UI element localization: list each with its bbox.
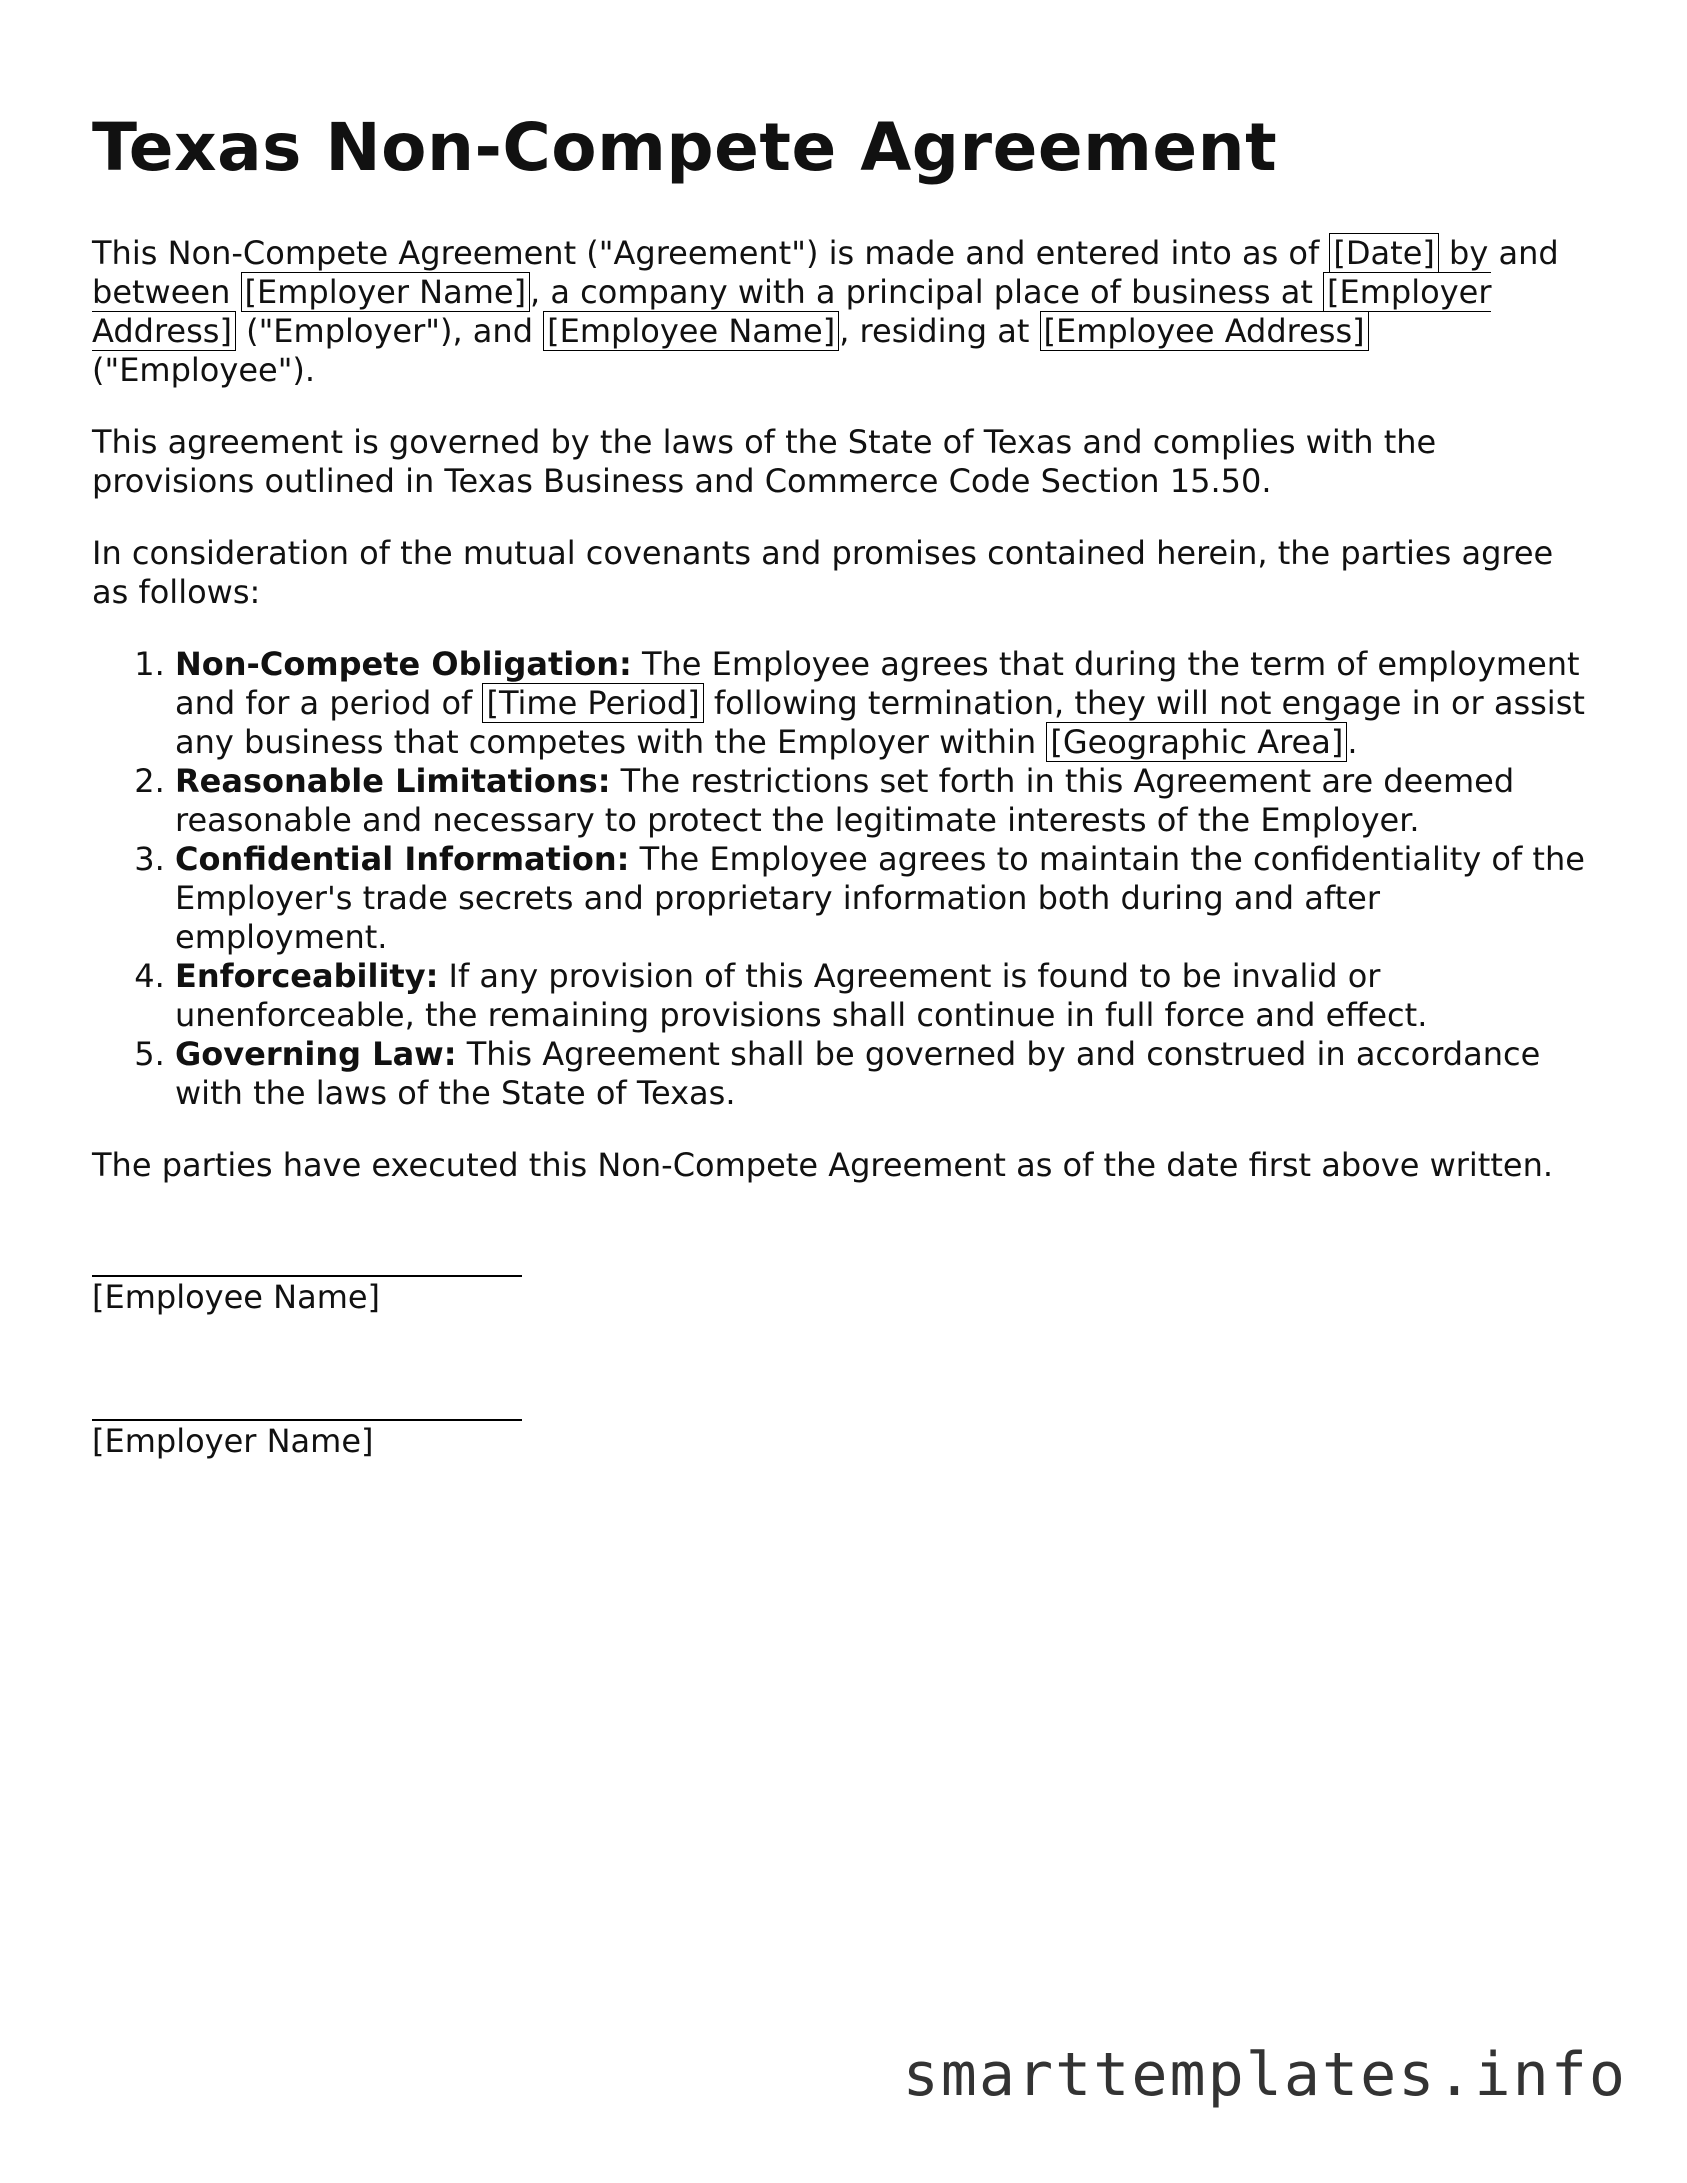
employee-signature-line[interactable] xyxy=(92,1243,522,1277)
employer-address-field[interactable]: [Employer Address] xyxy=(92,272,1492,350)
intro-text: ("Employer"), and xyxy=(235,311,544,350)
clause-heading: Non-Compete Obligation: xyxy=(175,644,632,683)
intro-text: by and between xyxy=(92,233,1559,311)
clause-text: The restrictions set forth in this Agreement are deemed reasonable and necessary to protect the legitimate interests of the Employer. xyxy=(175,761,1515,839)
intro-text: , residing at xyxy=(839,311,1040,350)
employer-signature-line[interactable] xyxy=(92,1387,522,1421)
clause-confidential-information xyxy=(175,840,1592,957)
clause-non-compete xyxy=(175,645,1592,762)
watermark: smarttemplates.info xyxy=(902,2040,1627,2110)
consideration-paragraph: In consideration of the mutual covenants and promises contained herein, the parties agree as follows: xyxy=(92,533,1554,611)
clause-heading: Enforceability: xyxy=(175,956,439,995)
clause-text: This Agreement shall be governed by and construed in accordance with the laws of the State of Texas. xyxy=(175,1034,1541,1112)
intro-text: , a company with a principal place of business at xyxy=(530,272,1324,311)
date-field[interactable]: [Date] xyxy=(1329,233,1438,273)
clause-heading: Reasonable Limitations: xyxy=(175,761,611,800)
employee-signature-name: [Employee Name] xyxy=(92,1277,381,1316)
closing-paragraph: The parties have executed this Non-Compete Agreement as of the date first above written. xyxy=(92,1145,1554,1184)
clause-heading: Confidential Information: xyxy=(175,839,630,878)
clause-text: . xyxy=(1347,722,1358,761)
document-title: Texas Non-Compete Agreement xyxy=(92,109,1278,186)
clause-governing-law xyxy=(175,1035,1592,1113)
clause-text: The Employee agrees to maintain the confidentiality of the Employer's trade secrets and proprietary information both during and after employment. xyxy=(175,839,1585,956)
employer-signature-name: [Employer Name] xyxy=(92,1421,374,1460)
geographic-area-field[interactable]: [Geographic Area] xyxy=(1046,722,1347,762)
employee-name-field[interactable]: [Employee Name] xyxy=(543,311,839,351)
clause-reasonable-limitations xyxy=(175,762,1592,840)
clause-text: following termination, they will not engage in or assist any business that competes with the Employer within xyxy=(175,683,1585,761)
intro-text: ("Employee"). xyxy=(92,350,316,389)
intro-paragraph xyxy=(92,234,1592,390)
clauses-list xyxy=(92,645,1592,1113)
document-page xyxy=(92,110,1592,1531)
clause-enforceability xyxy=(175,957,1592,1035)
governing-paragraph: This agreement is governed by the laws of the State of Texas and complies with the provisions outlined in Texas Business and Commerce Code Section 15.50. xyxy=(92,422,1437,500)
clause-text: If any provision of this Agreement is found to be invalid or unenforceable, the remaining provisions shall continue in full force and effect. xyxy=(175,956,1428,1034)
time-period-field[interactable]: [Time Period] xyxy=(482,683,703,723)
employee-address-field[interactable]: [Employee Address] xyxy=(1040,311,1369,351)
signature-block xyxy=(92,1243,1592,1461)
intro-text: This Non-Compete Agreement ("Agreement") is made and entered into as of xyxy=(92,233,1330,272)
clause-text: The Employee agrees that during the term of employment and for a period of xyxy=(175,644,1580,722)
clause-heading: Governing Law: xyxy=(175,1034,457,1073)
employer-name-field[interactable]: [Employer Name] xyxy=(241,272,531,312)
